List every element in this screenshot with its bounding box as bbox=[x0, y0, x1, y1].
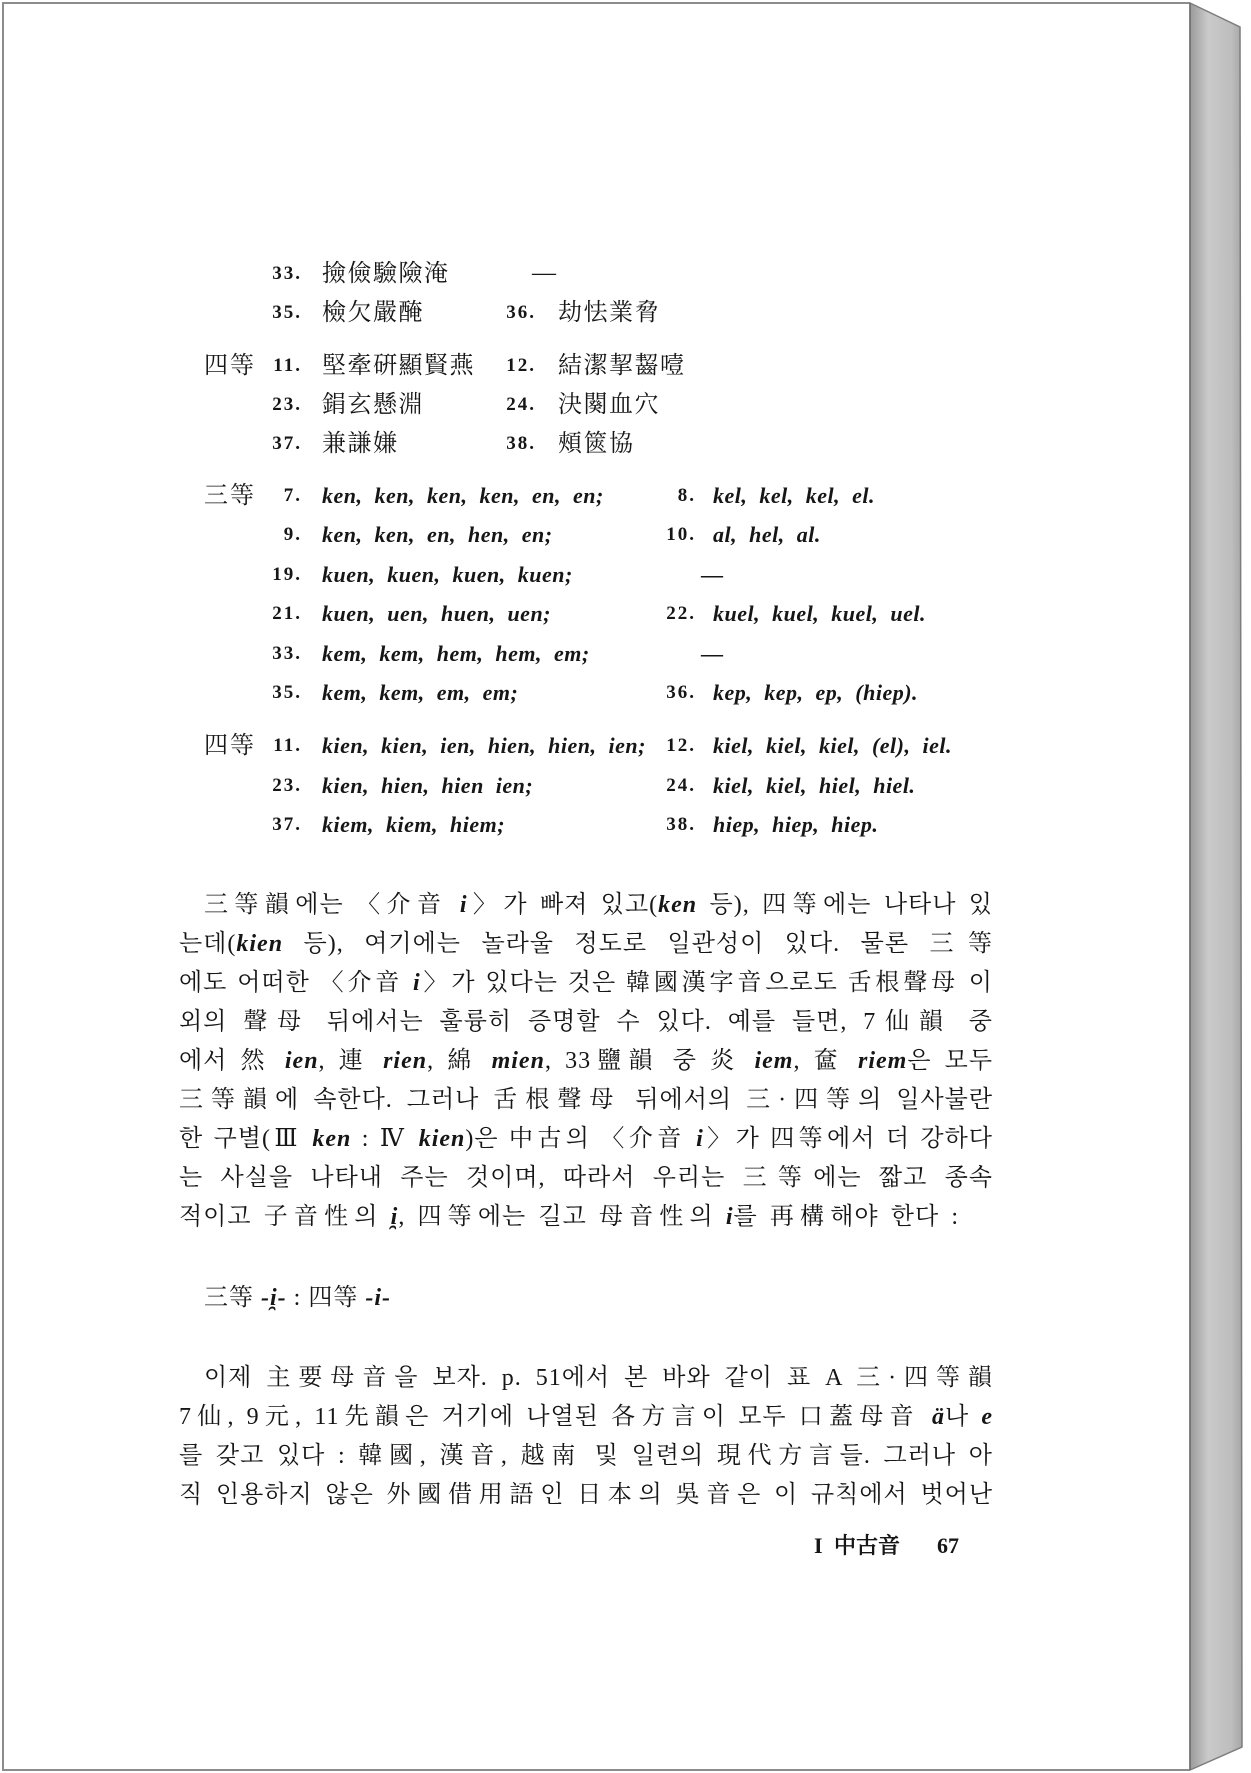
entry-number: 33. bbox=[272, 642, 302, 664]
entry-number: 12. bbox=[666, 735, 696, 757]
italic-term: i bbox=[412, 970, 421, 996]
italic-term: riem bbox=[857, 1048, 908, 1074]
reading-table-row bbox=[0, 634, 1190, 673]
text-run: : Ⅳ bbox=[351, 1126, 419, 1152]
paragraph-2 bbox=[179, 1359, 993, 1515]
entry-hanja: 檢欠嚴醃 bbox=[322, 298, 424, 326]
entry-number: 38. bbox=[506, 433, 536, 454]
paragraph-2-line bbox=[179, 1437, 993, 1476]
entry-hanja: 結潔挈齧噎 bbox=[558, 351, 686, 379]
text-run: 나 bbox=[944, 1404, 982, 1430]
reading-entry-table bbox=[0, 476, 1190, 845]
running-head: I 中古音 bbox=[814, 1533, 901, 1558]
entry-number: 12. bbox=[506, 355, 536, 376]
entry-reading: kiem, kiem, hiem; bbox=[322, 812, 506, 838]
entry-reading: kien, hien, hien ien; bbox=[322, 772, 534, 798]
entry-number: 38. bbox=[666, 814, 696, 836]
entry-reading: al, hel, al. bbox=[713, 522, 821, 548]
entry-reading: kuen, kuen, kuen, kuen; bbox=[322, 561, 573, 587]
hanja-table-row bbox=[0, 424, 1190, 463]
text-run: , 四等에는 길고 母音性의 bbox=[398, 1204, 726, 1230]
hanja-table-row bbox=[0, 346, 1190, 385]
entry-reading: hiep, hiep, hiep. bbox=[713, 812, 879, 838]
text-run: 적이고 子音性의 bbox=[179, 1204, 391, 1230]
paragraph-1-line bbox=[179, 925, 993, 964]
italic-term: i̯ bbox=[390, 1204, 399, 1230]
reading-table-row bbox=[0, 594, 1190, 633]
text-run: 를 再構해야 한다 : bbox=[733, 1204, 959, 1230]
paragraph-1-line bbox=[179, 886, 993, 925]
entry-reading: ken, ken, en, hen, en; bbox=[322, 522, 553, 548]
entry-reading: kep, kep, ep, (hiep). bbox=[713, 679, 919, 705]
paragraph-1 bbox=[179, 886, 993, 1237]
text-run: 직 인용하지 않은 外國借用語인 日本의 吳音은 이 규칙에서 벗어난 bbox=[179, 1482, 993, 1508]
text-run: )은 中古의 〈介音 bbox=[465, 1126, 697, 1152]
paragraph-2-line bbox=[179, 1359, 993, 1398]
text-run: 에서 然 bbox=[179, 1048, 285, 1074]
text-run: 는 사실을 나타내 주는 것이며, 따라서 우리는 三等에는 짧고 종속 bbox=[179, 1165, 993, 1191]
entry-reading: kien, kien, ien, hien, hien, ien; bbox=[322, 733, 646, 759]
entry-number: 36. bbox=[506, 302, 536, 323]
reading-table-row bbox=[0, 726, 1190, 765]
page-number: 67 bbox=[937, 1533, 959, 1558]
entry-number: 24. bbox=[666, 774, 696, 796]
entry-reading: kel, kel, kel, el. bbox=[713, 483, 876, 508]
text-run: 등), 여기에는 놀라울 정도로 일관성이 있다. 물론 三等 bbox=[283, 931, 993, 957]
text-run: 三等 bbox=[204, 1285, 261, 1311]
text-run: 三等韻에는 〈介音 bbox=[204, 892, 460, 918]
empty-entry-dash: — bbox=[532, 260, 558, 286]
entry-hanja: 頰篋協 bbox=[558, 429, 635, 457]
entry-hanja: 鋗玄懸淵 bbox=[322, 390, 424, 418]
text-run: 三等韻에 속한다. 그러나 舌根聲母 뒤에서의 三·四等의 일사불란 bbox=[179, 1087, 993, 1113]
entry-number: 21. bbox=[272, 603, 302, 625]
hanja-table-row bbox=[0, 293, 1190, 332]
entry-number: 33. bbox=[272, 263, 302, 284]
paragraph-2-line bbox=[179, 1476, 993, 1515]
entry-number: 22. bbox=[666, 603, 696, 625]
entry-number: 9. bbox=[283, 524, 302, 546]
hanja-table-row bbox=[0, 385, 1190, 424]
text-run: 〉가 빠져 있고( bbox=[467, 892, 659, 918]
paragraph-1-line bbox=[179, 1198, 959, 1237]
entry-number: 37. bbox=[272, 433, 302, 454]
entry-reading: kiel, kiel, kiel, (el), iel. bbox=[713, 733, 952, 759]
text-run: 등), 四等에는 나타나 있 bbox=[697, 892, 993, 918]
italic-term: -i- bbox=[365, 1285, 391, 1311]
entry-hanja: 劫怯業脅 bbox=[558, 298, 660, 326]
entry-reading: kuel, kuel, kuel, uel. bbox=[713, 601, 926, 627]
paragraph-1-line bbox=[179, 964, 993, 1003]
entry-hanja: 決闋血穴 bbox=[558, 390, 660, 418]
paragraph-1-line bbox=[179, 1159, 993, 1198]
hanja-table-row bbox=[0, 254, 1190, 293]
hanja-entry-table bbox=[0, 254, 1190, 463]
italic-term: i bbox=[725, 1204, 734, 1230]
entry-number: 35. bbox=[272, 681, 302, 703]
entry-hanja: 兼謙嫌 bbox=[322, 429, 399, 457]
text-run: , 奩 bbox=[793, 1048, 858, 1074]
entry-reading: kuen, uen, huen, uen; bbox=[322, 601, 552, 627]
text-run: : 四等 bbox=[286, 1285, 366, 1311]
entry-number: 7. bbox=[283, 485, 302, 506]
paragraph-1-line bbox=[179, 1120, 993, 1159]
entry-number: 8. bbox=[677, 485, 696, 506]
italic-term: kien bbox=[236, 931, 284, 957]
italic-term: ken bbox=[312, 1126, 352, 1152]
italic-term: i bbox=[696, 1126, 704, 1152]
text-run: 〉가 四等에서 더 강하다 bbox=[703, 1126, 993, 1152]
formula-line bbox=[204, 1279, 804, 1318]
grade-label: 四等 bbox=[204, 731, 256, 760]
entry-number: 23. bbox=[272, 394, 302, 415]
entry-number: 10. bbox=[666, 524, 696, 546]
page-footer bbox=[0, 1526, 1190, 1565]
italic-term: kien bbox=[418, 1126, 466, 1152]
entry-number: 11. bbox=[273, 355, 302, 376]
empty-entry-dash: — bbox=[701, 640, 724, 666]
italic-term: mien bbox=[491, 1048, 545, 1074]
text-run: 에도 어떠한 〈介音 bbox=[179, 970, 413, 996]
entry-number: 37. bbox=[272, 814, 302, 836]
reading-table-row bbox=[0, 805, 1190, 844]
empty-entry-dash: — bbox=[701, 561, 724, 587]
reading-table-row bbox=[0, 476, 1190, 515]
entry-number: 36. bbox=[666, 681, 696, 703]
text-run: 7仙, 9元, 11先韻은 거기에 나열된 各方言이 모두 口蓋母音 bbox=[179, 1404, 932, 1430]
text-run: 는데( bbox=[179, 931, 237, 957]
paragraph-2-line bbox=[179, 1398, 993, 1437]
paragraph-1-line bbox=[179, 1081, 993, 1120]
italic-term: e bbox=[981, 1404, 993, 1430]
reading-table-row bbox=[0, 555, 1190, 594]
italic-term: -i̯- bbox=[261, 1285, 287, 1311]
entry-reading: ken, ken, ken, ken, en, en; bbox=[322, 483, 604, 508]
entry-number: 24. bbox=[506, 394, 536, 415]
italic-term: i bbox=[459, 892, 468, 918]
reading-table-row bbox=[0, 766, 1190, 805]
text-run: 이제 主要母音을 보자. p. 51에서 본 바와 같이 표 A 三·四等韻 bbox=[204, 1365, 993, 1391]
page-edge-shadow bbox=[1190, 3, 1242, 1770]
paragraph-1-line bbox=[179, 1042, 993, 1081]
formula bbox=[204, 1279, 804, 1318]
paragraph-1-line bbox=[179, 1003, 993, 1042]
entry-number: 23. bbox=[272, 774, 302, 796]
italic-term: ken bbox=[658, 892, 698, 918]
text-run: , 綿 bbox=[427, 1048, 492, 1074]
reading-table-row bbox=[0, 515, 1190, 554]
italic-term: iem bbox=[754, 1048, 794, 1074]
text-run: 은 모두 bbox=[907, 1048, 993, 1074]
text-run: 를 갖고 있다 : 韓國, 漢音, 越南 및 일련의 現代方言들. 그러나 아 bbox=[179, 1443, 993, 1469]
text-run: 외의 聲母 뒤에서는 훌륭히 증명할 수 있다. 예를 들면, 7仙韻 중 bbox=[179, 1009, 993, 1035]
italic-term: ien bbox=[284, 1048, 319, 1074]
text-run: , 33鹽韻 중 炎 bbox=[544, 1048, 755, 1074]
entry-hanja: 堅牽硏顯賢燕 bbox=[322, 351, 475, 379]
entry-hanja: 撿儉驗險淹 bbox=[322, 259, 450, 287]
text-run: 〉가 있다는 것은 韓國漢字音으로도 舌根聲母 이 bbox=[420, 970, 993, 996]
grade-label: 三等 bbox=[204, 481, 256, 509]
italic-term: rien bbox=[383, 1048, 428, 1074]
entry-number: 35. bbox=[272, 302, 302, 323]
entry-reading: kem, kem, em, em; bbox=[322, 679, 519, 705]
entry-number: 19. bbox=[272, 563, 302, 585]
reading-table-row bbox=[0, 673, 1190, 712]
text-run: , 連 bbox=[318, 1048, 384, 1074]
entry-reading: kem, kem, hem, hem, em; bbox=[322, 640, 590, 666]
entry-number: 11. bbox=[273, 735, 302, 757]
grade-label: 四等 bbox=[204, 351, 256, 379]
text-run: 한 구별(Ⅲ bbox=[179, 1126, 313, 1152]
entry-reading: kiel, kiel, hiel, hiel. bbox=[713, 772, 916, 798]
italic-term: ä bbox=[931, 1404, 945, 1430]
